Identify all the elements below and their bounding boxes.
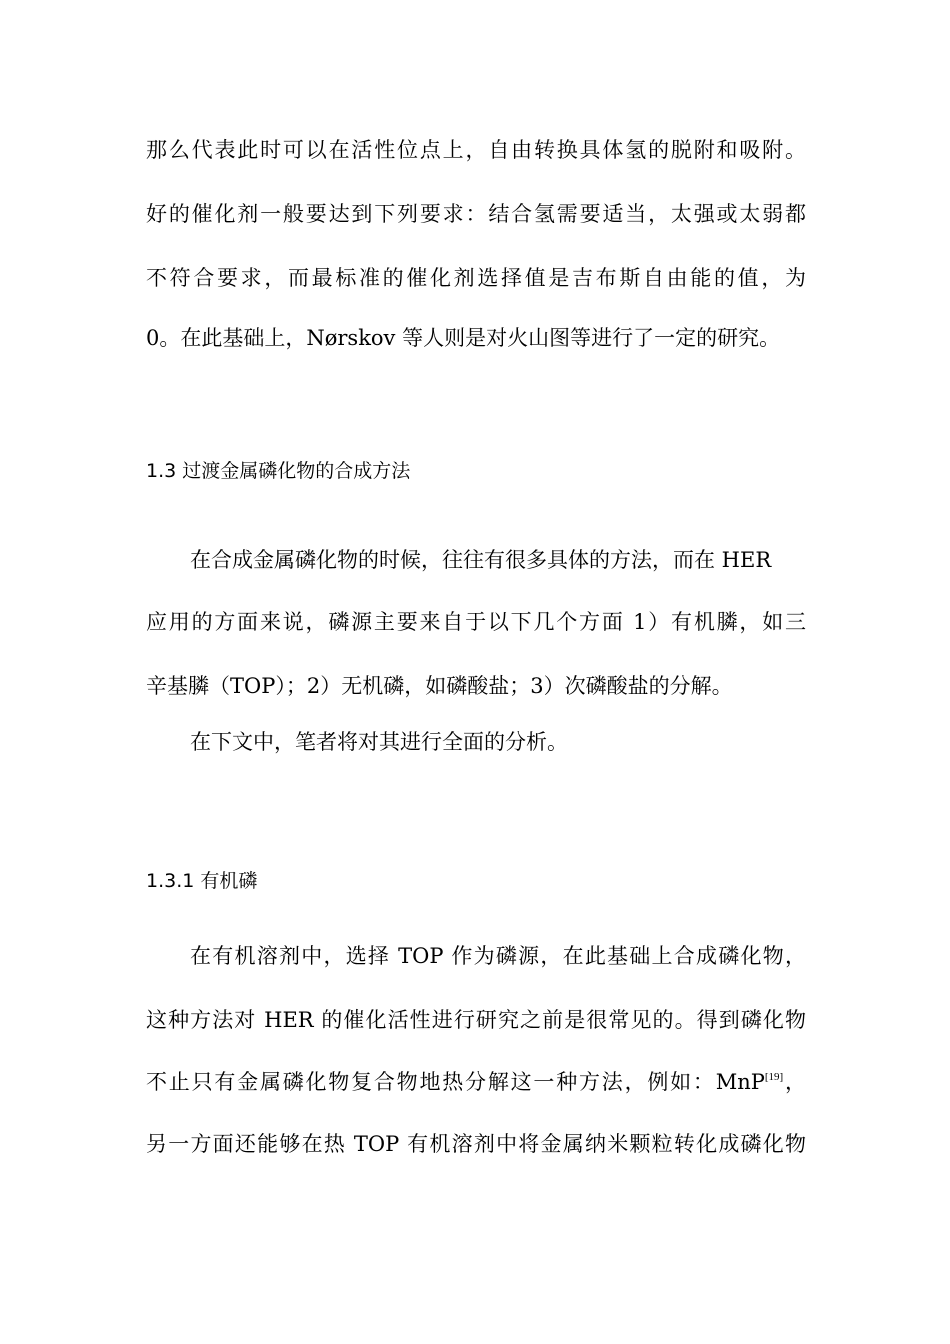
section-1-3-heading: 1.3 过渡金属磷化物的合成方法 [146, 460, 411, 482]
section-1-3-1-para-1-line-3-text: 不止只有金属磷化物复合物地热分解这一种方法，例如：MnP [146, 1070, 765, 1094]
paragraph-1-line-3: 不符合要求，而最标准的催化剂选择值是吉布斯自由能的值，为 [146, 266, 806, 290]
paragraph-1-line-1: 那么代表此时可以在活性位点上，自由转换具体氢的脱附和吸附。 [146, 138, 806, 162]
section-1-3-1-para-1-line-1: 在有机溶剂中，选择 TOP 作为磷源，在此基础上合成磷化物， [190, 944, 806, 968]
section-1-3-para-1-line-3: 辛基膦（TOP）；2）无机磷，如磷酸盐；3）次磷酸盐的分解。 [146, 674, 733, 698]
section-1-3-para-1-line-1: 在合成金属磷化物的时候，往往有很多具体的方法，而在 HER [190, 548, 772, 572]
section-1-3-1-para-1-line-2: 这种方法对 HER 的催化活性进行研究之前是很常见的。得到磷化物 [146, 1008, 806, 1032]
section-1-3-1-para-1-line-4: 另一方面还能够在热 TOP 有机溶剂中将金属纳米颗粒转化成磷化物 [146, 1132, 806, 1156]
section-1-3-1-heading: 1.3.1 有机磷 [146, 870, 258, 892]
section-1-3-1-para-1-line-3-tail: ， [783, 1070, 806, 1094]
section-1-3-para-1-line-2: 应用的方面来说，磷源主要来自于以下几个方面 1）有机膦，如三 [146, 610, 806, 634]
section-1-3-para-2-line-1: 在下文中，笔者将对其进行全面的分析。 [190, 730, 568, 754]
paragraph-1-line-2: 好的催化剂一般要达到下列要求：结合氢需要适当，太强或太弱都 [146, 202, 806, 226]
citation-ref-19[interactable]: [19] [764, 1071, 784, 1083]
section-1-3-1-para-1-line-3 [146, 1068, 806, 1096]
paragraph-1-line-4: 0。在此基础上，Nørskov 等人则是对火山图等进行了一定的研究。 [146, 326, 781, 350]
